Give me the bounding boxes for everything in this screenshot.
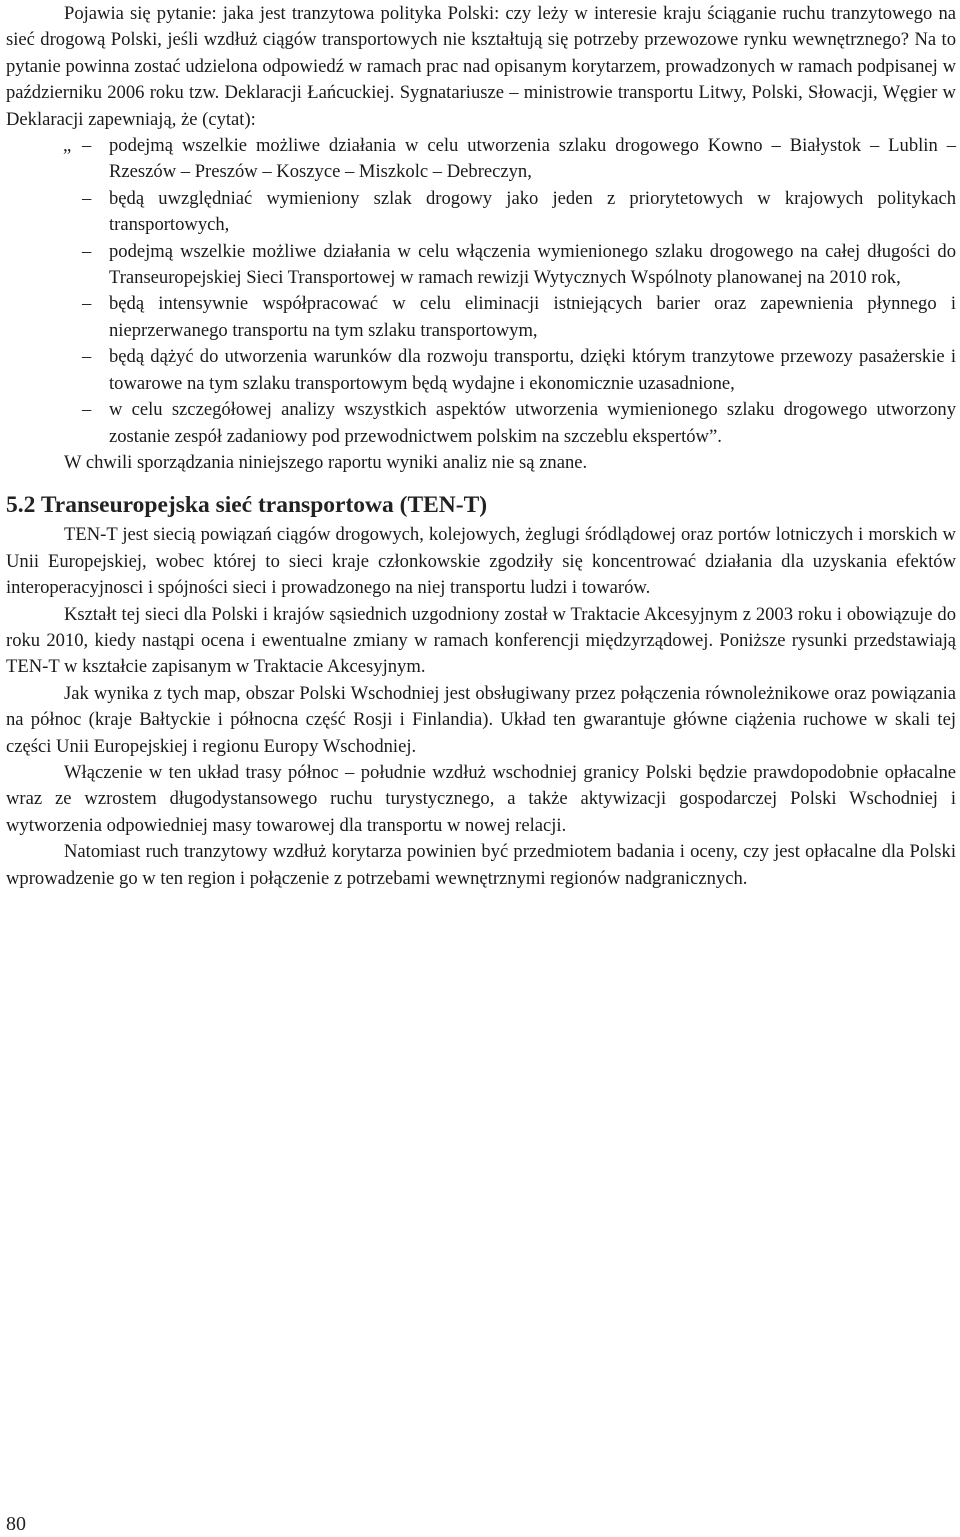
quote-item <box>6 239 956 292</box>
body-paragraph: TEN-T jest siecią powiązań ciągów drogowych, kolejowych, żeglugi śródlądowej oraz portów lotniczych i morskich w Unii Europejskiej, wobec której to sieci kraje członkowskie zgodziły się koncentrować działania dla uzyskania efektów interoperacyjnosci i spójności sieci i prowadzonego na niej transportu ludzi i towarów. <box>6 524 956 599</box>
body-paragraph: Włączenie w ten układ trasy północ – południe wzdłuż wschodniej granicy Polski będzie prawdopodobnie opłacalne wraz ze wzrostem długodystansowego ruchu turystycznego, a także aktywizacji gospodarczej Polski Wschodniej i wytworzenia odpowiedniej masy towarowej dla transportu w nowej relacji. <box>6 761 956 836</box>
page-number: 80 <box>6 1513 26 1535</box>
section-heading <box>6 490 956 520</box>
body-paragraph: Kształt tej sieci dla Polski i krajów sąsiednich uzgodniony został w Traktacie Akcesyjnym z 2003 roku i obowiązuje do roku 2010, kiedy nastąpi ocena i ewentualne zmiany w ramach konferencji międzyrządowej. Poniższe rysunki przedstawiają TEN-T w kształcie zapisanym w Traktacie Akcesyjnym. <box>6 603 956 678</box>
quote-item <box>6 397 956 450</box>
quote-list <box>6 133 956 450</box>
opening-quote-mark: „ <box>63 135 72 157</box>
quote-item-text: będą intensywnie współpracować w celu eliminacji istniejących barier oraz zapewnienia płynnego i nieprzerwanego transportu na tym szlaku transportowym, <box>109 293 956 341</box>
closing-paragraph: W chwili sporządzania niniejszego raportu wyniki analiz nie są znane. <box>64 451 588 473</box>
dash-bullet: – <box>82 187 92 209</box>
dash-bullet: – <box>82 135 92 157</box>
quote-item <box>6 344 956 397</box>
quote-item <box>6 133 956 186</box>
quote-item-text: będą dążyć do utworzenia warunków dla rozwoju transportu, dzięki którym tranzytowe przewozy pasażerskie i towarowe na tym szlaku transportowym będą wydajne i ekonomicznie uzasadnione, <box>109 346 956 394</box>
quote-item-text: będą uwzględniać wymieniony szlak drogowy jako jeden z priorytetowych w krajowych politykach transportowych, <box>109 187 956 236</box>
dash-bullet: – <box>82 240 92 262</box>
dash-bullet: – <box>82 346 92 368</box>
page-content <box>6 1 956 892</box>
dash-bullet: – <box>82 399 92 421</box>
quote-item-text: w celu szczegółowej analizy wszystkich aspektów utworzenia wymienionego szlaku drogowego utworzony zostanie zespół zadaniowy pod przewodnictwem polskim na szczeblu ekspertów”. <box>109 399 956 447</box>
section-number: 5.2 <box>6 492 36 519</box>
quote-item <box>6 291 956 344</box>
section-title: Transeuropejska sieć transportowa (TEN-T) <box>40 492 488 519</box>
body-paragraph: Jak wynika z tych map, obszar Polski Wschodniej jest obsługiwany przez połączenia równoleżnikowe oraz powiązania na północ (kraje Bałtyckie i północna część Rosji i Finlandia). Układ ten gwarantuje główne ciążenia ruchowe w skali tej części Unii Europejskiej i regionu Europy Wschodniej. <box>6 682 956 757</box>
body-paragraph: Natomiast ruch tranzytowy wzdłuż korytarza powinien być przedmiotem badania i oceny, czy jest opłacalne dla Polski wprowadzenie go w ten region i połączenie z potrzebami wewnętrznymi regionów nadgranicznych. <box>6 841 956 889</box>
dash-bullet: – <box>82 293 92 315</box>
quote-item-text: podejmą wszelkie możliwe działania w celu utworzenia szlaku drogowego Kowno – Białystok – Lublin – Rzeszów – Preszów – Koszyce – Miszkolc – Debreczyn, <box>109 135 956 183</box>
intro-paragraph: Pojawia się pytanie: jaka jest tranzytowa polityka Polski: czy leży w interesie kraju ściąganie ruchu tranzytowego na sieć drogową Polski, jeśli wzdłuż ciągów transportowych nie kształtują się potrzeby przewozowe rynku wewnętrznego? Na to pytanie powinna zostać udzielona odpowiedź w ramach prac nad opisanym korytarzem, prowadzonych w ramach podpisanej w październiku 2006 roku tzw. Deklaracji Łańcuckiej. Sygnatariusze – ministrowie transportu Litwy, Polski, Słowacji, Węgier w Deklaracji zapewniają, że (cytat): <box>6 3 956 130</box>
quote-item <box>6 186 956 239</box>
quote-item-text: podejmą wszelkie możliwe działania w celu włączenia wymienionego szlaku drogowego na całej długości do Transeuropejskiej Sieci Transportowej w ramach rewizji Wytycznych Wspólnoty planowanej na 2010 rok, <box>109 240 956 289</box>
